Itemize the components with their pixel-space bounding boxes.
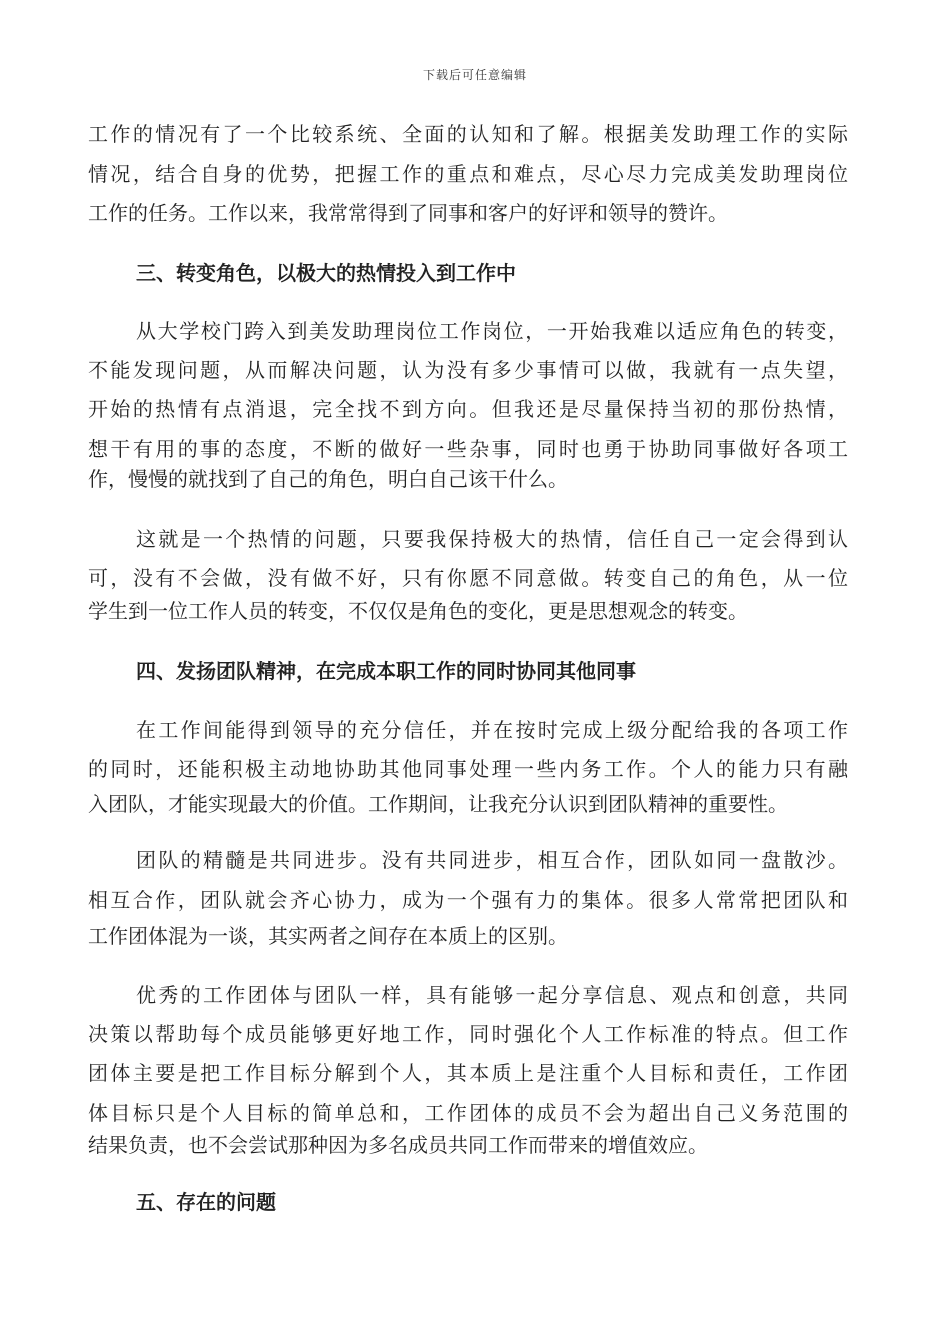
paragraph-line: 相互合作，团队就会齐心协力，成为一个强有力的集体。很多人常常把团队和	[88, 888, 848, 912]
paragraph-line: 的同时，还能积极主动地协助其他同事处理一些内务工作。个人的能力只有融	[88, 757, 848, 781]
paragraph-line: 入团队，才能实现最大的价值。工作期间，让我充分认识到团队精神的重要性。	[88, 792, 788, 816]
paragraph-line: 体目标只是个人目标的简单总和，工作团体的成员不会为超出自己义务范围的	[88, 1101, 848, 1125]
paragraph-line: 情况，结合自身的优势，把握工作的重点和难点，尽心尽力完成美发助理岗位	[88, 162, 848, 186]
page-header: 下载后可任意编辑	[422, 68, 527, 82]
paragraph-line: 在工作间能得到领导的充分信任，并在按时完成上级分配给我的各项工作	[136, 718, 848, 742]
paragraph-line: 团体主要是把工作目标分解到个人，其本质上是注重个人目标和责任，工作团	[88, 1061, 848, 1085]
section-heading: 三、转变角色，以极大的热情投入到工作中	[136, 261, 516, 285]
paragraph-line: 优秀的工作团体与团队一样，具有能够一起分享信息、观点和创意，共同	[136, 983, 848, 1007]
paragraph-line: 结果负责，也不会尝试那种因为多名成员共同工作而带来的增值效应。	[88, 1133, 708, 1157]
section-heading: 四、发扬团队精神，在完成本职工作的同时协同其他同事	[136, 659, 636, 683]
paragraph-line: 想干有用的事的态度，不断的做好一些杂事，同时也勇于协助同事做好各项工	[88, 437, 848, 461]
paragraph-line: 工作团体混为一谈，其实两者之间存在本质上的区别。	[88, 924, 568, 948]
paragraph-line: 学生到一位工作人员的转变，不仅仅是角色的变化，更是思想观念的转变。	[88, 599, 748, 623]
paragraph-line: 开始的热情有点消退，完全找不到方向。但我还是尽量保持当初的那份热情，	[88, 397, 848, 421]
paragraph-line: 不能发现问题，从而解决问题，认为没有多少事情可以做，我就有一点失望，	[88, 358, 848, 382]
paragraph-line: 团队的精髓是共同进步。没有共同进步，相互合作，团队如同一盘散沙。	[136, 848, 848, 872]
paragraph-line: 工作的情况有了一个比较系统、全面的认知和了解。根据美发助理工作的实际	[88, 122, 848, 146]
paragraph-line: 作，慢慢的就找到了自己的角色，明白自己该干什么。	[88, 467, 568, 491]
paragraph-line: 这就是一个热情的问题，只要我保持极大的热情，信任自己一定会得到认	[136, 527, 848, 551]
section-heading: 五、存在的问题	[136, 1190, 276, 1214]
paragraph-line: 可，没有不会做，没有做不好，只有你愿不同意做。转变自己的角色，从一位	[88, 566, 848, 590]
paragraph-line: 决策以帮助每个成员能够更好地工作，同时强化个人工作标准的特点。但工作	[88, 1022, 848, 1046]
paragraph-line: 工作的任务。工作以来，我常常得到了同事和客户的好评和领导的赞许。	[88, 201, 728, 225]
paragraph-line: 从大学校门跨入到美发助理岗位工作岗位，一开始我难以适应角色的转变，	[136, 319, 848, 343]
